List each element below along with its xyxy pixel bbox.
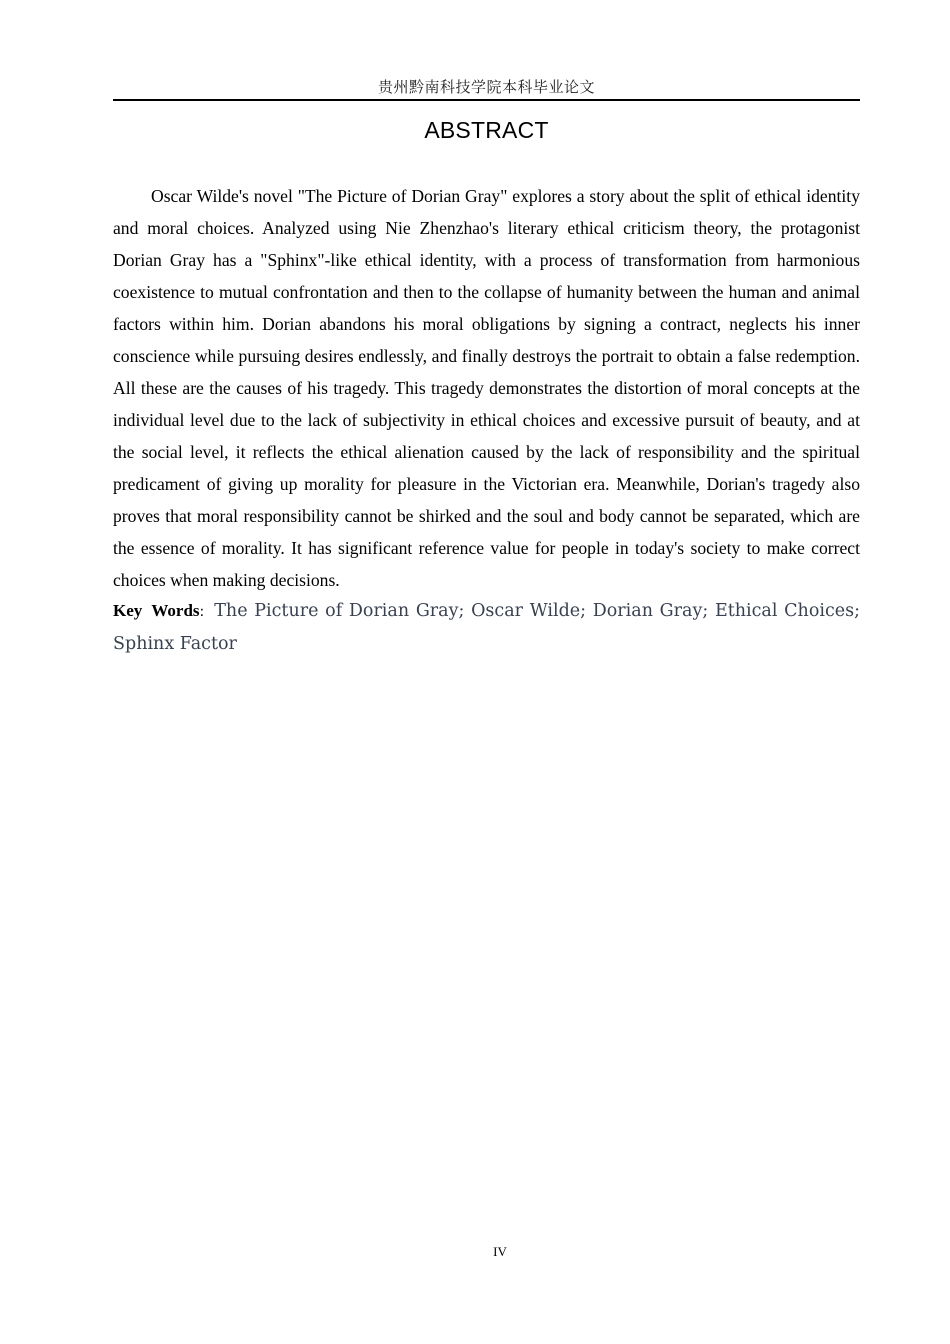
keywords-label: Key Words [113, 601, 200, 620]
abstract-title: ABSTRACT [424, 117, 549, 143]
header-rule [113, 99, 860, 101]
abstract-body: Oscar Wilde's novel "The Picture of Dorian Gray" explores a story about the split of ethical identity and moral choices. Analyzed using Nie Zhenzhao's literary ethical criticism theory, the protagonist Dorian Gray has a "Sphinx"-like ethical identity, with a process of transformation from harmonious coexistence to mutual confrontation and then to the collapse of humanity between the human and animal factors within him. Dorian abandons his moral obligations by signing a contract, neglects his inner conscience while pursuing desires endlessly, and finally destroys the portrait to obtain a false redemption. All these are the causes of his tragedy. This tragedy demonstrates the distortion of moral concepts at the individual level due to the lack of subjectivity in ethical choices and excessive pursuit of beauty, and at the social level, it reflects the ethical alienation caused by the lack of responsibility and the spiritual predicament of giving up morality for pleasure in the Victorian era. Meanwhile, Dorian's tragedy also proves that moral responsibility cannot be shirked and the soul and body cannot be separated, which are the essence of morality. It has significant reference value for people in today's society to make correct choices when making decisions. [113, 186, 860, 590]
running-header: 贵州黔南科技学院本科毕业论文 [377, 78, 595, 96]
keywords-value: The Picture of Dorian Gray; Oscar Wilde; Dorian Gray; Ethical Choices; Sphinx Factor [113, 601, 860, 654]
keywords-separator: : [199, 604, 205, 620]
keywords-line [113, 595, 860, 660]
page-number: IV [493, 1244, 507, 1259]
